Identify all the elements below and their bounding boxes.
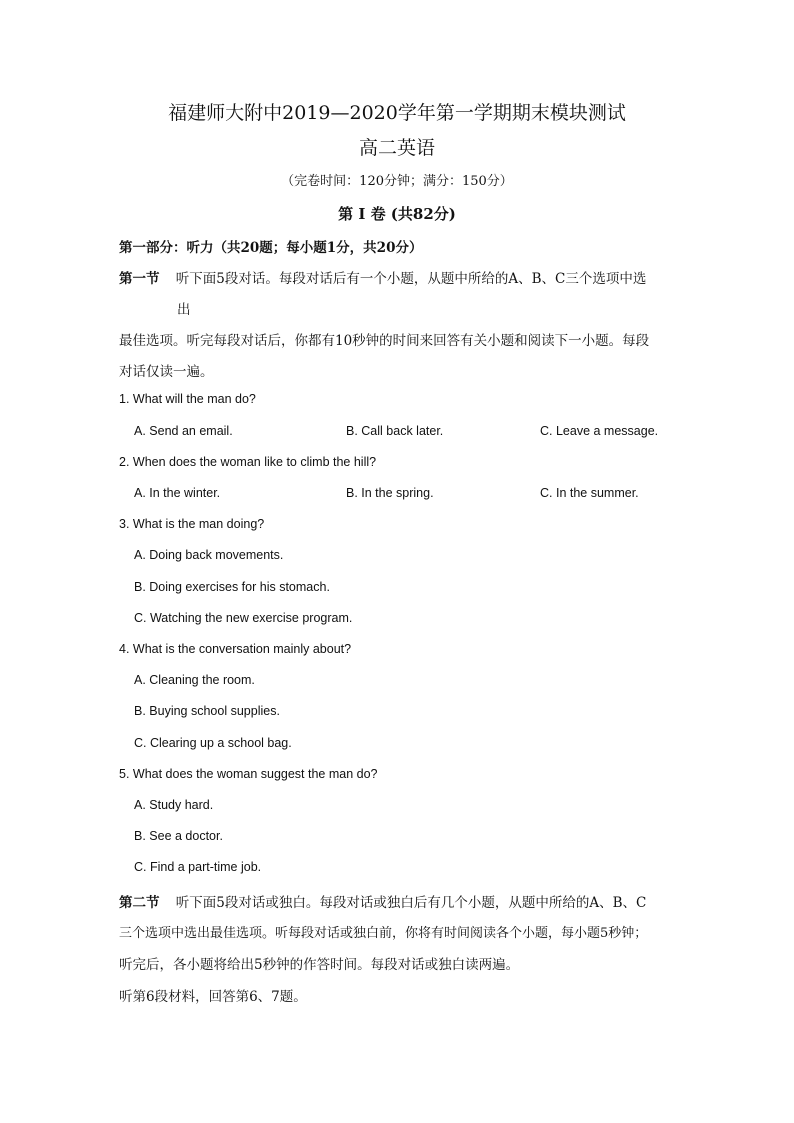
section1-label: 第一节 [119, 271, 160, 287]
question-3: 3. What is the man doing? [119, 517, 265, 531]
q1-option-a: A. Send an email. [134, 424, 233, 438]
section1-line4: 对话仅读一遍。 [119, 364, 214, 380]
q1-option-c: C. Leave a message. [540, 424, 659, 438]
q2-option-b: B. In the spring. [346, 486, 434, 500]
q3-option-a: A. Doing back movements. [134, 548, 284, 562]
part1-heading: 第一部分：听力（共20题；每小题1分，共20分） [119, 240, 423, 256]
q5-option-b: B. See a doctor. [134, 829, 223, 843]
section1-line3: 最佳选项。听完每段对话后，你都有10秒钟的时间来回答有关小题和阅读下一小题。每段 [119, 333, 650, 349]
question-1: 1. What will the man do? [119, 392, 256, 406]
q1-option-b: B. Call back later. [346, 424, 444, 438]
section2-line1 [119, 891, 646, 911]
q4-option-a: A. Cleaning the room. [134, 673, 255, 687]
section1-line2: 出 [177, 302, 191, 318]
subject-title: 高二英语 [358, 137, 435, 159]
q2-option-c: C. In the summer. [540, 486, 639, 500]
section2-text: 听下面5段对话或独白。每段对话或独白后有几个小题，从题中所给的A、B、C [175, 895, 647, 911]
section2-label: 第二节 [119, 895, 160, 911]
q5-option-a: A. Study hard. [134, 798, 214, 812]
q5-option-c: C. Find a part-time job. [134, 860, 262, 874]
section1-text: 听下面5段对话。每段对话后有一个小题，从题中所给的A、B、C三个选项中选 [175, 271, 647, 287]
q4-option-c: C. Clearing up a school bag. [134, 736, 292, 750]
section2-line3: 听完后，各小题将给出5秒钟的作答时间。每段对话或独白读两遍。 [119, 957, 520, 973]
section1-line1 [119, 267, 646, 287]
section2-instruction: 听第6段材料，回答第6、7题。 [119, 989, 307, 1005]
question-2: 2. When does the woman like to climb the hill? [119, 455, 377, 469]
q2-option-a: A. In the winter. [134, 486, 221, 500]
q3-option-b: B. Doing exercises for his stomach. [134, 580, 330, 594]
exam-title: 福建师大附中2019—2020学年第一学期期末模块测试 [168, 102, 626, 124]
section2-line2: 三个选项中选出最佳选项。听每段对话或独白前，你将有时间阅读各个小题，每小题5秒钟； [119, 926, 648, 941]
exam-info: （完卷时间：120分钟；满分：150分） [281, 174, 513, 189]
volume-heading: 第 Ⅰ 卷 (共82分) [338, 205, 456, 223]
question-5: 5. What does the woman suggest the man do? [119, 767, 378, 781]
q4-option-b: B. Buying school supplies. [134, 704, 280, 718]
q3-option-c: C. Watching the new exercise program. [134, 611, 353, 625]
question-4: 4. What is the conversation mainly about? [119, 642, 352, 656]
